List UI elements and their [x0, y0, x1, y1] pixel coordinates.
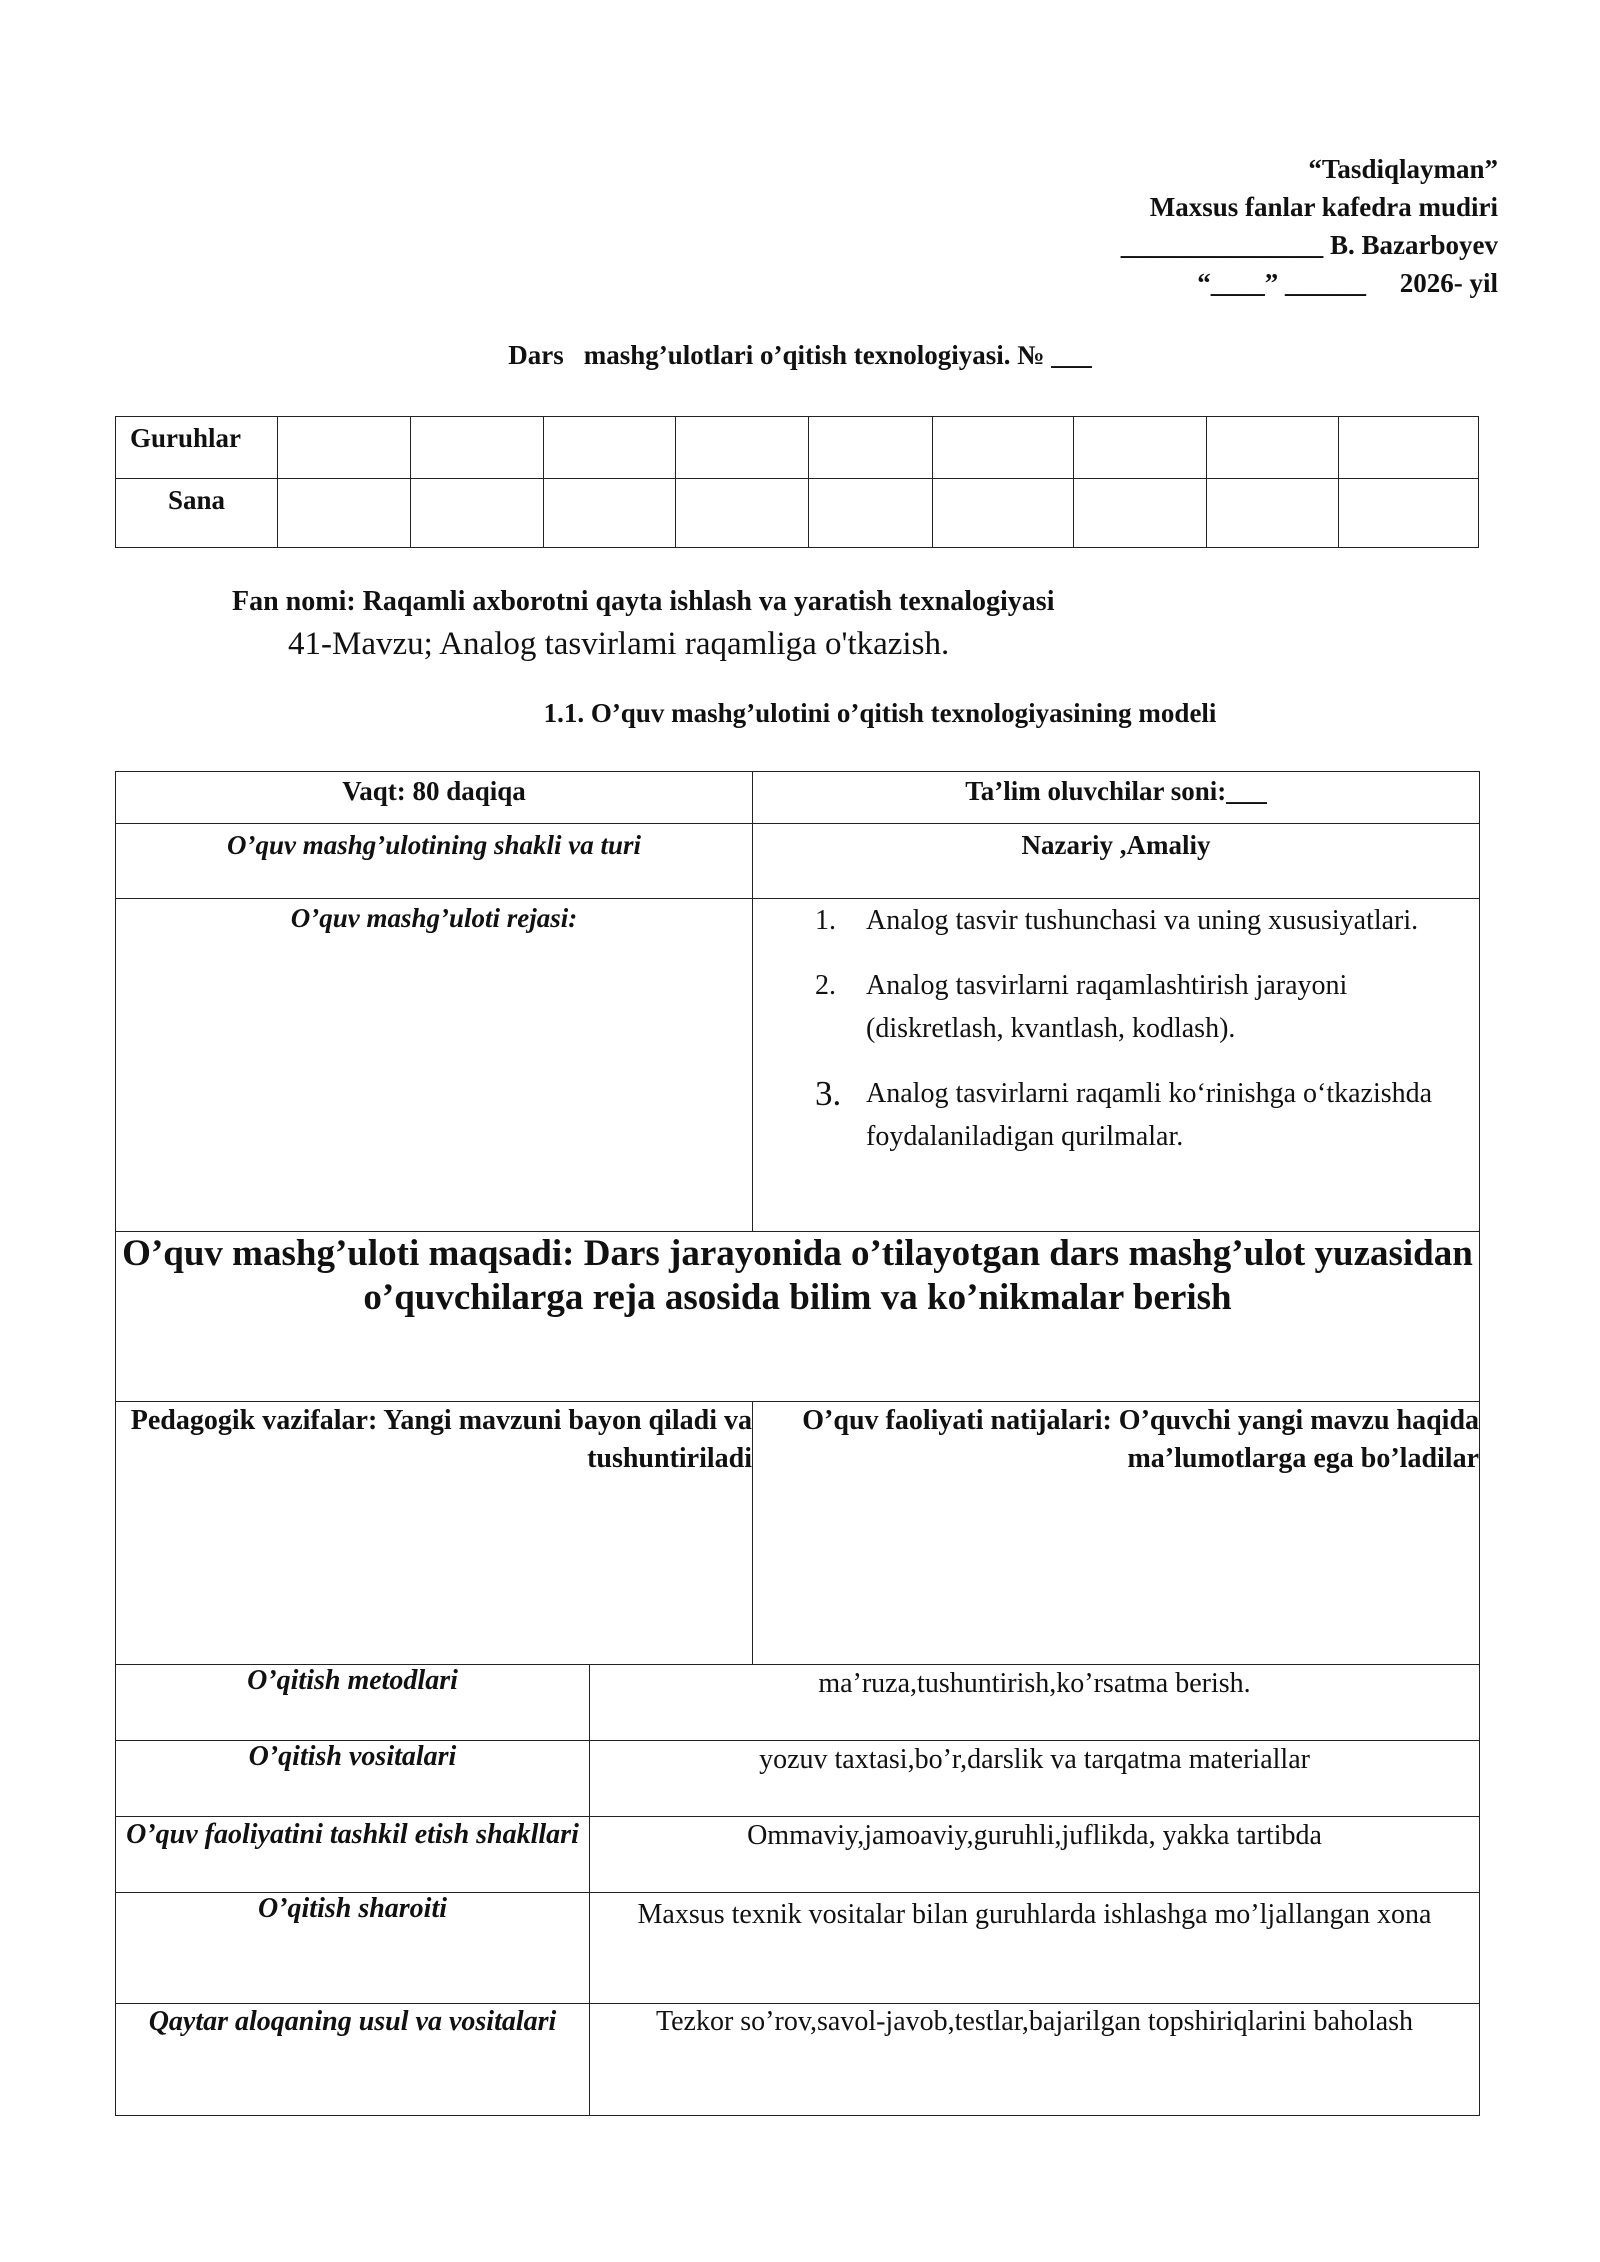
plan-item-number: 2. — [815, 970, 837, 1001]
date-cell[interactable] — [1074, 479, 1207, 548]
learning-results: O’quv faoliyati natijalari: O’quvchi yangi mavzu haqida ma’lumotlarga ega bo’ladilar — [753, 1402, 1480, 1665]
row-value: ma’ruza,tushuntirish,ko’rsatma berish. — [590, 1665, 1480, 1741]
plan-cell — [753, 899, 1480, 1232]
approval-block — [1121, 150, 1498, 302]
date-cell[interactable] — [1207, 479, 1339, 548]
plan-item-text: Analog tasvir tushunchasi va uning xususiyatlari. — [866, 905, 1419, 936]
row-value: Maxsus texnik vositalar bilan guruhlarda ishlashga mo’ljallangan xona — [590, 1893, 1480, 2004]
group-cell[interactable] — [1207, 417, 1339, 479]
model-table — [115, 771, 1480, 2116]
date-label: Sana — [116, 479, 278, 548]
date-cell[interactable] — [410, 479, 543, 548]
date-cell[interactable] — [675, 479, 808, 548]
time-cell: Vaqt: 80 daqiqa — [116, 772, 753, 824]
plan-item — [753, 899, 1449, 942]
plan-list — [753, 899, 1449, 1158]
form-value: Nazariy ,Amaliy — [753, 824, 1480, 899]
plan-item — [753, 1072, 1449, 1158]
date-cell[interactable] — [543, 479, 675, 548]
lesson-goal: O’quv mashg’uloti maqsadi: Dars jarayonida o’tilayotgan dars mashg’ulot yuzasidan o’quvchilarga reja asosida bilim va ko’nikmalar berish — [116, 1232, 1480, 1402]
approval-date: “____” ______ 2026- yil — [1197, 268, 1498, 298]
students-cell: Ta’lim oluvchilar soni:___ — [753, 772, 1480, 824]
row-label: Qaytar aloqaning usul va vositalari — [116, 2004, 590, 2116]
group-cell[interactable] — [1074, 417, 1207, 479]
group-cell[interactable] — [277, 417, 410, 479]
group-cell[interactable] — [1339, 417, 1479, 479]
document-title-left: Dars — [508, 340, 564, 370]
group-cell[interactable] — [808, 417, 933, 479]
row-label: O’qitish metodlari — [116, 1665, 590, 1741]
row-label: O’quv faoliyatini tashkil etish shakllari — [116, 1817, 590, 1893]
plan-item-text: Analog tasvirlarni raqamlashtirish jarayoni (diskretlash, kvantlash, kodlash). — [866, 970, 1348, 1044]
row-label: O’qitish vositalari — [116, 1741, 590, 1817]
plan-item — [753, 964, 1449, 1050]
row-value: yozuv taxtasi,bo’r,darslik va tarqatma materiallar — [590, 1741, 1480, 1817]
group-cell[interactable] — [410, 417, 543, 479]
approval-title: “Tasdiqlayman” — [1308, 154, 1498, 184]
topic-name: 41-Mavzu; Analog tasvirlami raqamliga o'tkazish. — [288, 626, 950, 662]
date-cell[interactable] — [277, 479, 410, 548]
subject-name: Fan nomi: Raqamli axborotni qayta ishlash va yaratish texnalogiyasi — [232, 586, 1055, 617]
plan-item-number: 1. — [815, 905, 837, 936]
form-label: O’quv mashg’ulotining shakli va turi — [116, 824, 753, 899]
row-label: O’qitish sharoiti — [116, 1893, 590, 2004]
date-cell[interactable] — [808, 479, 933, 548]
date-cell[interactable] — [933, 479, 1074, 548]
group-cell[interactable] — [543, 417, 675, 479]
plan-item-text: Analog tasvirlarni raqamli koʻrinishga oʻtkazishda foydalaniladigan qurilmalar. — [866, 1078, 1433, 1152]
pedagogical-tasks: Pedagogik vazifalar: Yangi mavzuni bayon qiladi va tushuntiriladi — [116, 1402, 753, 1665]
group-cell[interactable] — [675, 417, 808, 479]
group-cell[interactable] — [933, 417, 1074, 479]
plan-label: O’quv mashg’uloti rejasi: — [116, 899, 753, 1232]
document-title — [0, 340, 1600, 371]
row-value: Ommaviy,jamoaviy,guruhli,juflikda, yakka tartibda — [590, 1817, 1480, 1893]
section-title: 1.1. O’quv mashg’ulotini o’qitish texnologiyasining modeli — [543, 698, 1217, 728]
approval-signature: _______________ B. Bazarboyev — [1120, 230, 1498, 260]
plan-item-number: 3. — [815, 1074, 842, 1113]
document-title-right: mashg’ulotlari o’qitish texnologiyasi. № ___ — [583, 340, 1092, 370]
groups-table — [115, 416, 1479, 548]
date-cell[interactable] — [1339, 479, 1479, 548]
approval-position: Maxsus fanlar kafedra mudiri — [1149, 192, 1498, 222]
row-value: Tezkor so’rov,savol-javob,testlar,bajarilgan topshiriqlarini baholash — [590, 2004, 1480, 2116]
groups-label: Guruhlar — [116, 417, 278, 479]
